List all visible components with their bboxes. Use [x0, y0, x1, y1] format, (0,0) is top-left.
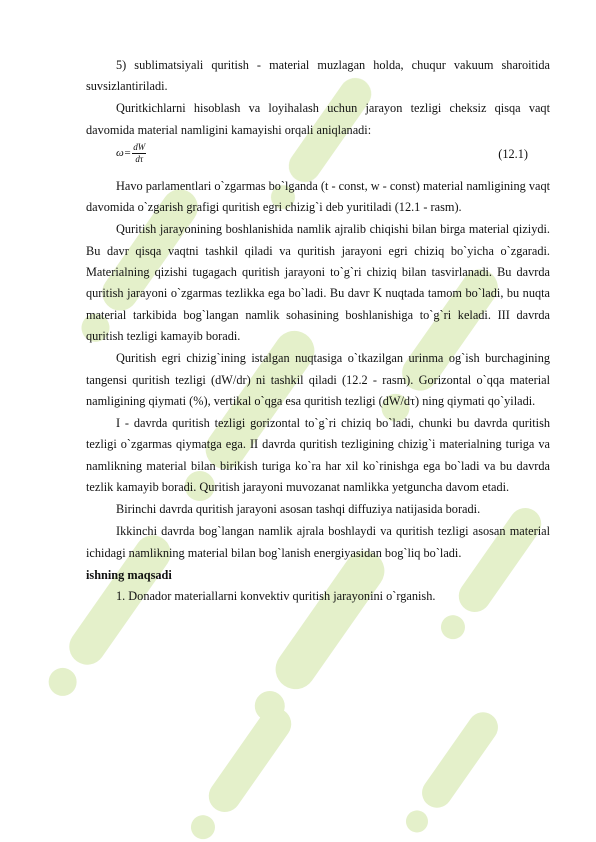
formula-numerator: dW	[133, 141, 146, 152]
list-item: 1. Donador materiallarni konvektiv quritish jarayonini o`rganish.	[116, 589, 436, 604]
paragraph-tangent: Quritish egri chizig`ining istalgan nuqtasiga o`tkazilgan urinma og`ish burchagining tangensi quritish tezligi (dW/dr) ni tashkil qiladi (12.2 - rasm). Gorizontal o`qqa material namligining qiymati (%), vertikal o`qga esa quritish tezligi (dW/dτ) ning qiymati qo`yiladi.	[86, 351, 550, 409]
formula-denominator: dτ	[135, 153, 144, 164]
section-heading: ishning maqsadi	[86, 567, 172, 582]
paragraph-drying-curve: Havo parlamentlari o`zgarmas bo`lganda (t - const, w - const) material namligining vaqt davomida o`zgarish grafigi quritish egri chizig`i deb yuritiladi (12.1 - rasm).	[86, 178, 551, 215]
paragraph-process-start: Quritish jarayonining boshlanishida namlik ajralib chiqishi bilan birga material qiziydi. Bu davr qisqa vaqtni tashkil qiladi va quritish jarayoni egri chiziq bo`yicha o`zgaradi. Materialning qizishi tugagach quritish jarayoni to`g`ri chiziq bilan tasvirlanadi. Bu davrda quritish jarayoni o`zgarmas tezlikka ega bo`ladi. Bu davr K nuqtada tamom bo`ladi, bu nuqta material tarkibida bog`langan namlik sohasining boshlanishiga to`g`ri keladi. III davrda quritish tezligi kamayib boradi.	[86, 222, 550, 344]
equation-number: (12.1)	[498, 146, 528, 161]
equation-12-1	[86, 142, 550, 176]
paragraph-sublimation: 5) sublimatsiyali quritish - material muzlagan holda, chuqur vakuum sharoitida suvsizlantiriladi.	[86, 58, 550, 94]
document-page	[86, 55, 550, 608]
formula-lhs: ω=	[116, 147, 132, 160]
formula-fraction	[132, 142, 146, 165]
paragraph-first-period: Birinchi davrda quritish jarayoni asosan tashqi diffuziya natijasida boradi.	[116, 502, 481, 517]
paragraph-second-period: Ikkinchi davrda bog`langan namlik ajrala boshlaydi va quritish tezligi asosan material ichidagi namlikning material bilan bog`lanish energiyasidan bog`liq bo`ladi.	[86, 524, 550, 560]
drying-rate-formula	[116, 142, 146, 165]
paragraph-calculation: Quritkichlarni hisoblash va loyihalash uchun jarayon tezligi cheksiz qisqa vaqt davomida material namligini kamayishi orqali aniqlanadi:	[86, 101, 550, 137]
paragraph-periods: I - davrda quritish tezligi gorizontal to`g`ri chiziq bo`ladi, chunki bu davrda quritish tezligi o`zgarmas qiymatga ega. II davrda quritish tezligining chizig`i materialning turiga va namlikning material bilan birikish turiga ko`ra har xil ko`rinishga ega bo`ladi va bu davrda tezlik kamayib boradi. Quritish jarayoni muvozanat namlikka yetguncha davom etadi.	[86, 416, 550, 495]
